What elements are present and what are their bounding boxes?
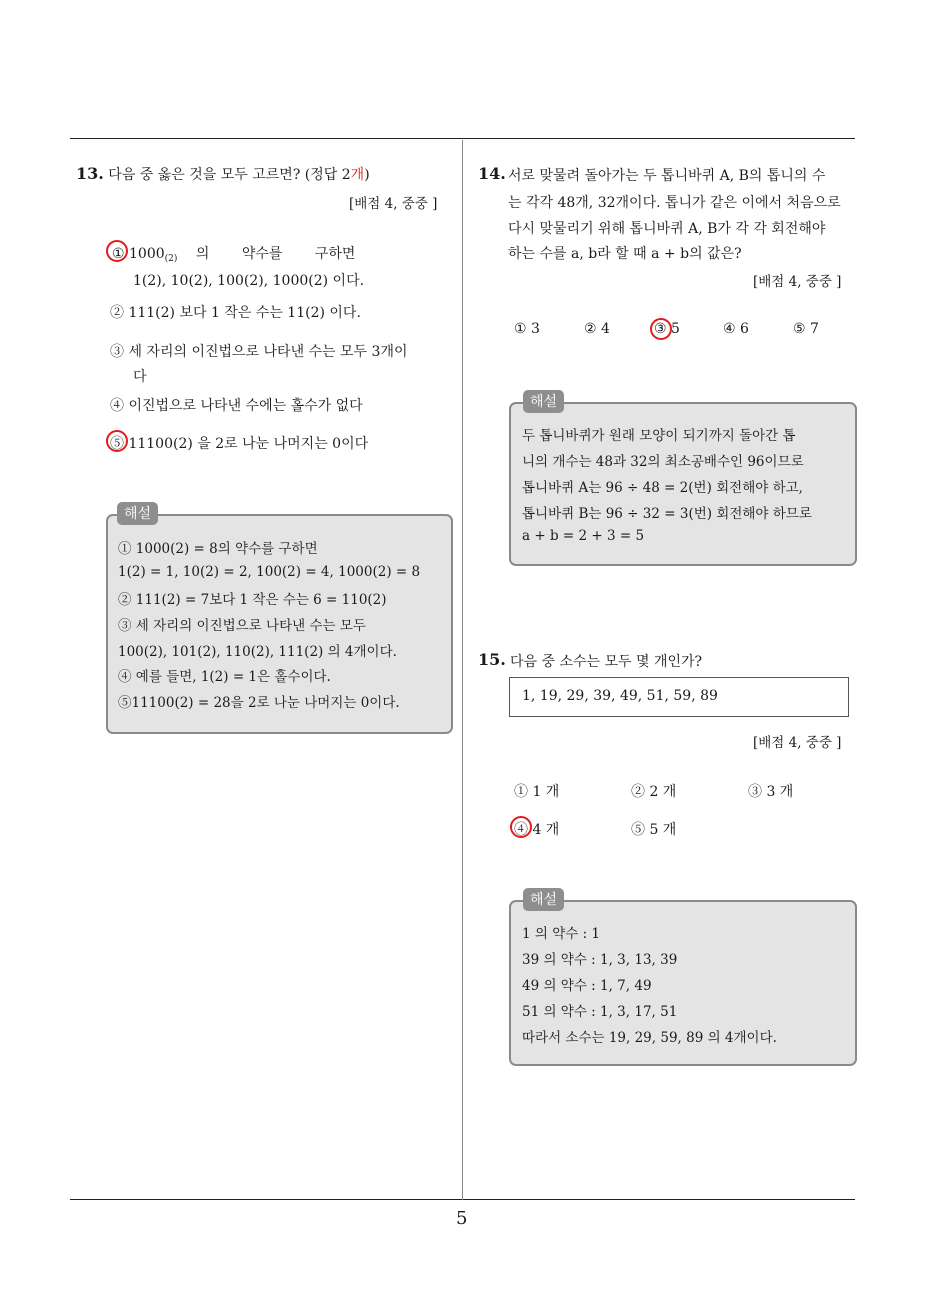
q13-option-5[interactable]: ⑤ 11100(2) 을 2로 나눈 나머지는 0이다 xyxy=(110,436,369,452)
q15-solution-line: 51 의 약수 : 1, 3, 17, 51 xyxy=(522,1004,678,1020)
q14-stem-line: 하는 수를 a, b라 할 때 a + b의 값은? xyxy=(508,246,742,262)
q13-solution-tag: 해설 xyxy=(117,502,158,525)
q13-option-1-continued: 1(2), 10(2), 100(2), 1000(2) 이다. xyxy=(133,273,365,289)
q14-number: 14. xyxy=(478,164,506,183)
q15-numbers: 1, 19, 29, 39, 49, 51, 59, 89 xyxy=(522,688,718,704)
page-number: 5 xyxy=(456,1208,468,1229)
q13-solution-line: ③ 세 자리의 이진법으로 나타낸 수는 모두 xyxy=(118,618,366,634)
q15-option-3[interactable]: ③ 3 개 xyxy=(748,784,794,800)
top-rule xyxy=(70,138,855,139)
q14-stem-line: 다시 맞물리기 위해 톱니바퀴 A, B가 각 각 회전해야 xyxy=(508,221,826,237)
q15-stem: 다음 중 소수는 모두 몇 개인가? xyxy=(510,654,703,670)
q14-option-1[interactable]: ① 3 xyxy=(514,321,540,337)
q15-option-1[interactable]: ① 1 개 xyxy=(514,784,560,800)
q13-stem-line xyxy=(76,164,370,184)
q13-option-1-sub: (2) xyxy=(164,254,178,264)
q15-number: 15. xyxy=(478,650,506,669)
q14-option-5[interactable]: ⑤ 7 xyxy=(793,321,819,337)
q14-solution-line: 니의 개수는 48과 32의 최소공배수인 96이므로 xyxy=(522,454,804,470)
q15-solution-line: 1 의 약수 : 1 xyxy=(522,926,601,942)
q14-stem-line: 서로 맞물려 돌아가는 두 톱니바퀴 A, B의 톱니의 수 xyxy=(508,168,826,184)
q13-stem-red: 개 xyxy=(350,167,365,183)
q13-option-3-continued: 다 xyxy=(133,369,147,385)
q13-points: [배점 4, 중중 ] xyxy=(349,196,438,212)
q13-solution-line: 100(2), 101(2), 110(2), 111(2) 의 4개이다. xyxy=(118,644,397,660)
q13-option-3[interactable]: ③ 세 자리의 이진법으로 나타낸 수는 모두 3개이 xyxy=(110,344,408,360)
q13-option-1-rest: 의 약수를 구하면 xyxy=(195,246,356,262)
column-divider xyxy=(462,140,463,1200)
q13-solution-line: 1(2) = 1, 10(2) = 2, 100(2) = 4, 1000(2) = 8 xyxy=(118,564,421,580)
q13-option-1-text: ① 1000 xyxy=(112,246,165,262)
q13-solution-line: ⑤11100(2) = 28을 2로 나눈 나머지는 0이다. xyxy=(118,695,400,711)
q13-stem: 다음 중 옳은 것을 모두 고르면? (정답 2 xyxy=(108,167,351,183)
q13-solution-line: ④ 예를 들면, 1(2) = 1은 홀수이다. xyxy=(118,669,331,685)
q15-option-5[interactable]: ⑤ 5 개 xyxy=(631,822,677,838)
q14-solution-tag: 해설 xyxy=(523,390,564,413)
q13-solution-line: ① 1000(2) = 8의 약수를 구하면 xyxy=(118,541,318,557)
q15-solution-line: 39 의 약수 : 1, 3, 13, 39 xyxy=(522,952,678,968)
q14-points: [배점 4, 중중 ] xyxy=(753,274,842,290)
q14-solution-line: 톱니바퀴 A는 96 ÷ 48 = 2(번) 회전해야 하고, xyxy=(522,480,803,496)
q15-option-4[interactable]: ④ 4 개 xyxy=(514,822,560,838)
q13-option-4[interactable]: ④ 이진법으로 나타낸 수에는 홀수가 없다 xyxy=(110,398,363,414)
q14-solution-line: 톱니바퀴 B는 96 ÷ 32 = 3(번) 회전해야 하므로 xyxy=(522,506,812,522)
q15-solution-line: 따라서 소수는 19, 29, 59, 89 의 4개이다. xyxy=(522,1030,777,1046)
q14-option-3[interactable]: ③ 5 xyxy=(654,321,680,337)
q15-solution-tag: 해설 xyxy=(523,888,564,911)
q13-solution-line: ② 111(2) = 7보다 1 작은 수는 6 = 110(2) xyxy=(118,592,387,608)
q14-option-2[interactable]: ② 4 xyxy=(584,321,610,337)
q13-option-1[interactable] xyxy=(112,243,355,264)
q15-points: [배점 4, 중중 ] xyxy=(753,735,842,751)
q14-option-4[interactable]: ④ 6 xyxy=(723,321,749,337)
q13-option-2[interactable]: ② 111(2) 보다 1 작은 수는 11(2) 이다. xyxy=(110,305,361,321)
q15-option-2[interactable]: ② 2 개 xyxy=(631,784,677,800)
q13-stem-end: ) xyxy=(364,167,370,183)
q14-solution-line: a + b = 2 + 3 = 5 xyxy=(522,528,645,544)
q15-solution-line: 49 의 약수 : 1, 7, 49 xyxy=(522,978,652,994)
q14-solution-line: 두 톱니바퀴가 원래 모양이 되기까지 돌아간 톱 xyxy=(522,428,796,444)
q13-number: 13. xyxy=(76,164,104,183)
q14-stem-line: 는 각각 48개, 32개이다. 톱니가 같은 이에서 처음으로 xyxy=(508,195,841,211)
